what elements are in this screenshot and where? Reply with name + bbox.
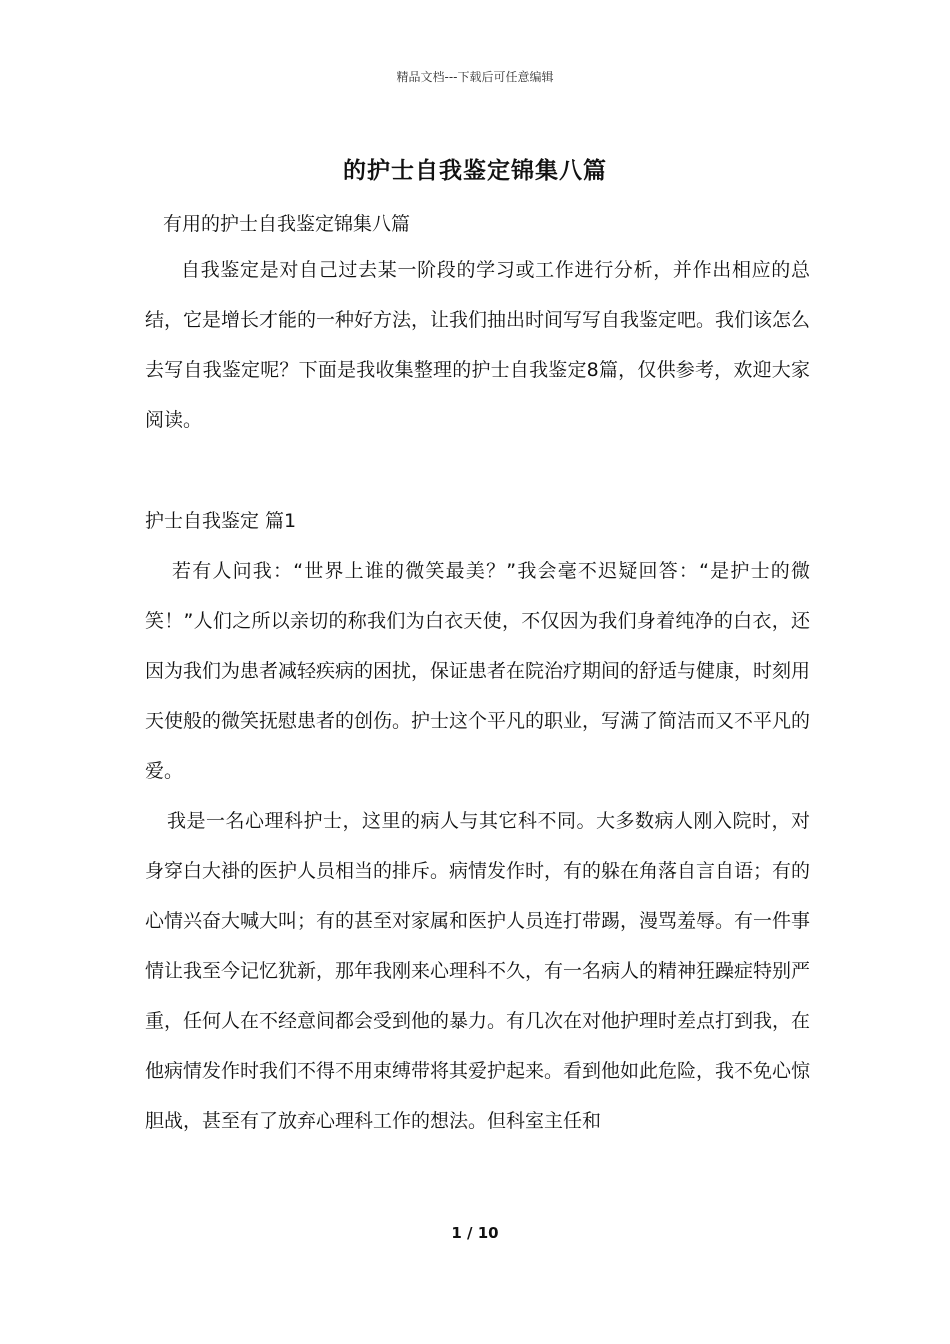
section-heading: 护士自我鉴定 篇1: [145, 510, 297, 532]
page-number: 1 / 10: [451, 1224, 499, 1242]
body-paragraph: 若有人问我：“世界上谁的微笑最美？”我会毫不迟疑回答：“是护士的微笑！”人们之所以亲切的称我们为白衣天使，不仅因为我们身着纯净的白衣，还因为我们为患者减轻疾病的困扰，保证患者在院治疗期间的舒适与健康，时刻用天使般的微笑抚慰患者的创伤。护士这个平凡的职业，写满了简洁而又不平凡的爱。: [145, 560, 811, 782]
document-subtitle: 有用的护士自我鉴定锦集八篇: [163, 213, 411, 235]
document-title: 的护士自我鉴定锦集八篇: [343, 158, 607, 184]
header-note: 精品文档---下载后可任意编辑: [396, 70, 554, 84]
intro-paragraph: 自我鉴定是对自己过去某一阶段的学习或工作进行分析，并作出相应的总结，它是增长才能的一种好方法，让我们抽出时间写写自我鉴定吧。我们该怎么去写自我鉴定呢？下面是我收集整理的护士自我鉴定8篇，仅供参考，欢迎大家阅读。: [145, 259, 811, 431]
body-paragraph: 我是一名心理科护士，这里的病人与其它科不同。大多数病人刚入院时，对身穿白大褂的医护人员相当的排斥。病情发作时，有的躲在角落自言自语；有的心情兴奋大喊大叫；有的甚至对家属和医护人员连打带踢，漫骂羞辱。有一件事情让我至今记忆犹新，那年我刚来心理科不久，有一名病人的精神狂躁症特别严重，任何人在不经意间都会受到他的暴力。有几次在对他护理时差点打到我，在他病情发作时我们不得不用束缚带将其爱护起来。看到他如此危险，我不免心惊胆战，甚至有了放弃心理科工作的想法。但科室主任和: [145, 810, 811, 1132]
